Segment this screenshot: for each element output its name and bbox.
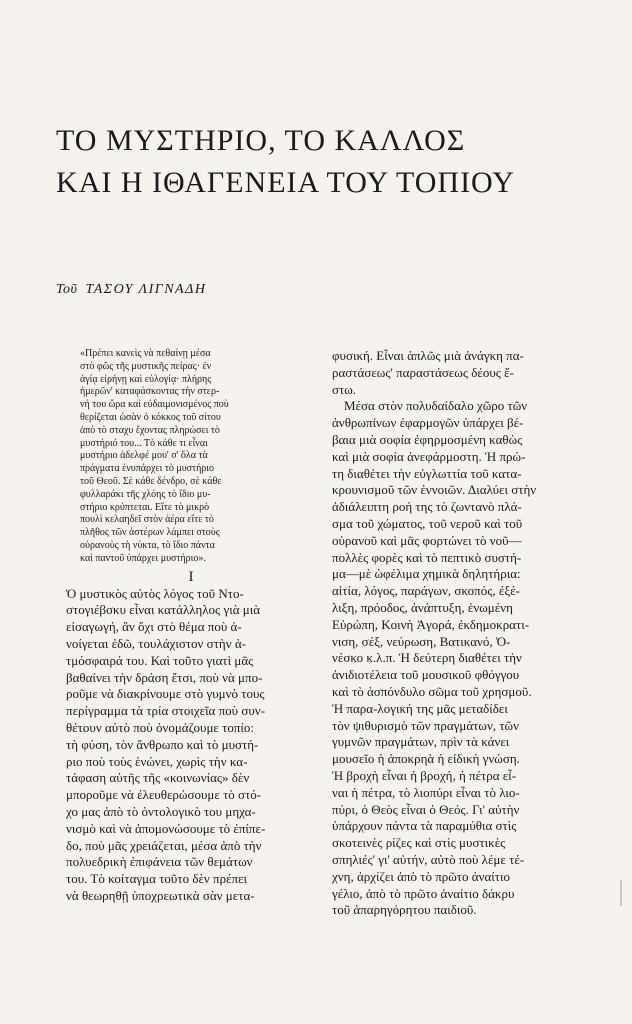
body-line: χο μας ἀπὸ τὸ ὀντολογικὸ του μηχα- — [66, 803, 256, 819]
epigraph-line: τοῦ Θεοῦ. Σὲ κάθε δένδρο, σὲ κάθε — [80, 475, 222, 487]
body-line: σκοτεινὲς ρίζες καὶ στὶς μυστικὲς — [332, 835, 506, 851]
body-line: τὸν ψιθυρισμὸ τῶν πραγμάτων, τῶν — [332, 717, 519, 733]
body-line: βαια μιὰ σοφία ἐφηρμοσμένη καθὼς — [332, 431, 523, 447]
epigraph-line: καὶ παντοῦ ὑπάρχει μυστήριο». — [80, 552, 206, 564]
body-line: νὰ θεωρηθῇ ὑποχρεωτικὰ σὰν μετα- — [66, 887, 255, 903]
body-line: τάφαση αὐτῆς τῆς «κοινωνίας» δὲν — [66, 770, 250, 786]
right-column — [332, 348, 578, 919]
body-line: ροῦμε νὰ διακρίνουμε στὸ γυμνὸ τους — [66, 686, 265, 702]
body-line: βαθαίνει τὴν δράση ἔτσι, ποὺ νὰ μπο- — [66, 669, 263, 685]
body-line: καὶ τὸ ἀσπόνδυλο σῶμα τοῦ χρησμοῦ. — [332, 683, 532, 699]
epigraph-line: πράγματα ἐνυπάρχει τὸ μυστήριο — [80, 463, 214, 475]
body-line: πολυεδρικὴ ἐπιφάνεια τῶν θεμάτων — [66, 854, 253, 870]
body-line: τὴ φύση, τὸν ἄνθρωπο καὶ τὸ μυστή- — [66, 736, 259, 752]
body-line: Ἡ βροχὴ εἶναι ἡ βροχή, ἡ πέτρα εἶ- — [332, 767, 517, 783]
body-line: γυμνῶν πραγμάτων, πρὶν τὰ κάνει — [332, 734, 510, 750]
body-line: θέτουν αὐτὸ ποὺ ὀνομάζουμε τοπίο: — [66, 719, 255, 735]
margin-mark — [620, 880, 622, 906]
body-line: νέσκο κ.λ.π. Ἡ δεύτερη διαθέτει τὴν — [332, 650, 522, 666]
body-line: Ὁ μυστικὸς αὐτὸς λόγος τοῦ Ντο- — [66, 585, 244, 601]
left-column-body — [66, 586, 316, 905]
body-line: νοίγεται ἐδῶ, τουλάχιστον στὴν ἀ- — [66, 635, 246, 651]
body-line: καὶ μιὰ σοφία ἀνεφάρμοστη. Ἡ πρώ- — [332, 448, 526, 464]
body-line: στω. — [332, 381, 357, 397]
body-line: ὑπάρχουν πάντα τὰ παραμύθια στὶς — [332, 818, 517, 834]
body-line: ἀνιδιοτέλεια τοῦ μουσικοῦ φθόγγου — [332, 667, 520, 683]
body-line: πολλὲς φορὲς καὶ τὸ πεπτικὸ συστή- — [332, 549, 522, 565]
body-line: εἰσαγωγή, ἂν ὄχι στὸ θέμα ποὺ ἀ- — [66, 619, 242, 635]
body-line: κρουνισμοῦ τῶν ἐννοιῶν. Διαλύει στὴν — [332, 482, 537, 498]
body-line: ἀνθρωπίνων ἐφαρμογῶν ὑπάρχει βέ- — [332, 415, 524, 431]
epigraph-line: φυλλαράκι τῆς χλόης τὸ ἴδιο μυ- — [80, 488, 211, 500]
body-line: ἀδιάλειπτη ροή της τὸ ζωντανὸ πλά- — [332, 499, 522, 515]
epigraph-line: θερίζεται ὡσὰν ὁ κόκκος τοῦ σίτου — [80, 411, 221, 423]
body-line: του. Τὸ κοίταγμα τοῦτο δὲν πρέπει — [66, 871, 248, 887]
epigraph-line: στὸ φῶς τῆς μυστικῆς πείρας· ἐν — [80, 360, 212, 372]
body-line: γέλιο, ἀπὸ τὸ πρῶτο ἀναίτιο δάκρυ — [332, 885, 515, 901]
title-line-2: ΚΑΙ Η ΙΘΑΓΕΝΕΙΑ ΤΟΥ ΤΟΠΙΟΥ — [56, 166, 515, 199]
body-line: τη διαθέτει τὴν εὐγλωττία τοῦ κατα- — [332, 465, 522, 481]
body-line: πύρι, ὁ Θεὸς εἶναι ὁ Θεός. Γι' αὐτὴν — [332, 801, 520, 817]
epigraph-line: πλῆθος τῶν ἀστέρων λάμπει στοὺς — [80, 527, 220, 539]
body-line: χνη, ἀρχίζει ἀπὸ τὸ πρῶτο ἀναίτιο — [332, 868, 511, 884]
body-line: ραστάσεως' παραστάσεως δέους ἔ- — [332, 364, 514, 380]
body-line: τοῦ ἀπαρηγόρητου παιδιοῦ. — [332, 902, 477, 918]
body-line: σμα τοῦ χώματος, τοῦ νεροῦ καὶ τοῦ — [332, 515, 523, 531]
title-line-1: ΤΟ ΜΥΣΤΗΡΙΟ, ΤΟ ΚΑΛΛΟΣ — [56, 124, 466, 157]
epigraph-line: πουλὶ κελαηδεῖ στὸν ἀέρα εἴτε τὸ — [80, 514, 214, 526]
epigraph-line: νή του ὥρα καὶ εὐδαιμονισμένος ποὺ — [80, 399, 229, 411]
byline — [56, 282, 206, 298]
left-column — [66, 348, 316, 905]
byline-prefix: Τοῦ — [56, 282, 78, 297]
epigraph-line: ἡμερῶν' καταφάσκοντας τὴν στερ- — [80, 386, 220, 398]
body-line: περίγραμμα τὰ τρία στοιχεῖα ποὺ συν- — [66, 703, 266, 719]
section-number: Ι — [188, 568, 194, 585]
body-line: σπηλιές' γι' αὐτήν, αὐτὸ ποὺ λέμε τέ- — [332, 851, 525, 867]
body-line: μποροῦμε νὰ ἐλευθερώσουμε τὸ στό- — [66, 787, 262, 803]
article-title — [56, 120, 576, 204]
epigraph-line: ἁγίᾳ εἰρήνῃ καὶ εὐλογίᾳ· πλήρης — [80, 373, 212, 385]
body-line: οὐρανοῦ καὶ μᾶς φορτώνει τὸ νοῦ— — [332, 532, 522, 548]
body-line: ριο ποὺ τοὺς ἑνώνει, χωρὶς τὴν κα- — [66, 753, 248, 769]
author-name: ΤΑΣΟΥ ΛΙΓΝΑΔΗ — [85, 282, 207, 297]
body-line: αἰτία, λόγος, παράγων, σκοπός, ἐξέ- — [332, 583, 520, 599]
body-line: φυσική. Εἶναι ἁπλῶς μιὰ ἀνάγκη πα- — [332, 348, 524, 363]
epigraph-line: ἀπὸ τὸ σταχυ ἔχοντας πληρώσει τὸ — [80, 424, 220, 436]
epigraph-line: μυστήριό του... Τὸ κάθε τι εἶναι — [80, 437, 208, 449]
body-line: ναι ἡ πέτρα, τὸ λιοπύρι εἶναι τὸ λιο- — [332, 784, 520, 800]
body-line: τμόσφαιρά του. Καὶ τοῦτο γιατὶ μᾶς — [66, 652, 254, 668]
epigraph-line: «Πρέπει κανεὶς νὰ πεθαίνῃ μέσα — [80, 348, 211, 359]
body-line: νιση, σέξ, νεύρωση, Βατικανό, Ὀ- — [332, 633, 511, 649]
body-line: Εὐρώπη, Κοινὴ Ἀγορά, ἐκδημοκρατι- — [332, 616, 530, 632]
epigraph-line: μυστήριο ἀδελφέ μου' σ' ὅλα τὰ — [80, 450, 208, 462]
right-column-paragraph-1 — [332, 348, 578, 398]
body-line: μουσεῖο ἡ ἀποκρηὰ ἡ εἰδικὴ γνώση. — [332, 751, 520, 767]
body-line: λιξη, πρόοδος, ἀνάπτυξη, ἑνωμένη — [332, 599, 513, 615]
body-line: μα—μὲ ὠφέλιμα χημικὰ δηλητήρια: — [332, 566, 521, 582]
body-line: δο, ποὺ μᾶς χρειάζεται, μέσα ἀπὸ τὴν — [66, 837, 262, 853]
body-line: στογιέβσκυ εἶναι κατάλληλος γιὰ μιὰ — [66, 602, 261, 618]
right-column-paragraph-2 — [332, 398, 578, 919]
epigraph-line: οὐρανοὺς τὴ νύκτα, τὸ ἴδιο πάντα — [80, 539, 215, 551]
body-line: νισμὸ καὶ νὰ ἀπομονώσουμε τὸ ἐπίπε- — [66, 820, 266, 836]
body-line: Μέσα στὸν πολυδαίδαλο χῶρο τῶν — [344, 398, 528, 414]
epigraph-line: στήριο κρύπτεται. Εἴτε τὸ μικρὸ — [80, 501, 210, 513]
epigraph-quote — [80, 348, 316, 566]
body-line: Ἡ παρα-λογική της μᾶς μεταδίδει — [332, 700, 508, 716]
